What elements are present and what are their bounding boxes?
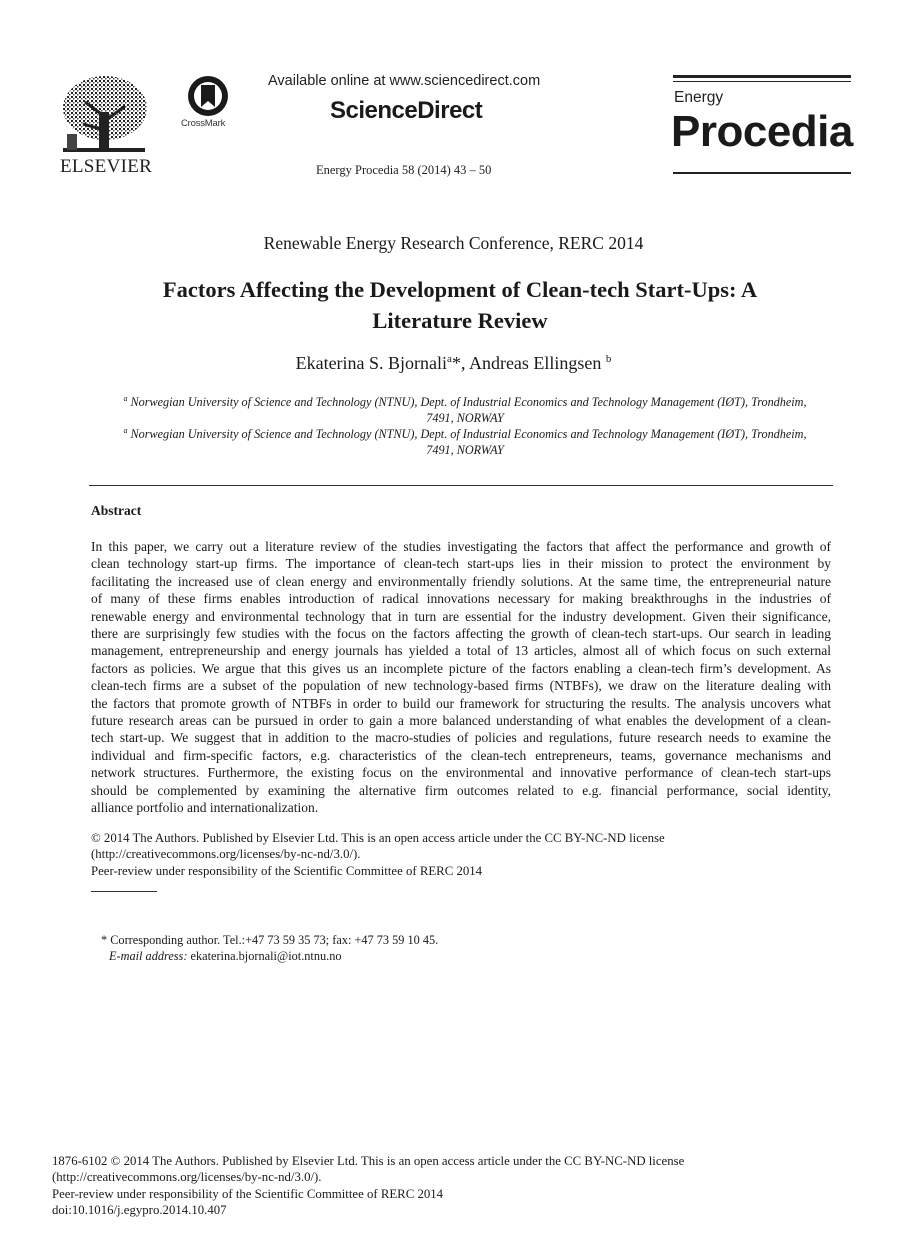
page-footer (52, 1153, 684, 1218)
abstract-line: should be complemented by examining the alternative firm outcomes related to e.g. financial performance, social identity, (91, 782, 831, 798)
abstract-line: facilitating the increased use of clean energy and environmentally friendly solutions. At the same time, the entrepreneurial nature (91, 573, 831, 589)
affiliation-mark: a (123, 394, 128, 403)
abstract-line: individual and firm-specific factors, e.g. characteristics of the clean-tech entrepreneurs, teams, governance mechanisms and (91, 747, 831, 763)
abstract-body (91, 538, 831, 817)
journal-logo-procedia: Procedia (671, 107, 853, 156)
abstract-line: there are surprisingly few studies with the focus on the factors affecting the growth of clean-tech start-ups. Our search in leading (91, 626, 831, 642)
paper-title (100, 274, 820, 336)
conference-name: Renewable Energy Research Conference, RERC 2014 (263, 233, 644, 253)
author-affil-mark: a (447, 353, 452, 365)
footnote-divider (91, 891, 157, 892)
footer-license-link[interactable]: (http://creativecommons.org/licenses/by-nc-nd/3.0/). (52, 1170, 322, 1185)
abstract-line: the factors that promote growth of NTBFs in order to build our framework for structuring the results. The analysis uncovers what (91, 695, 831, 711)
corresponding-contact: * Corresponding author. Tel.:+47 73 59 35 73; fax: +47 73 59 10 45. (101, 933, 439, 947)
affiliation (95, 423, 835, 458)
abstract-line: factors as policies. We argue that this gives us an incomplete picture of the factors enabling a clean-tech firm’s development. As (91, 660, 831, 676)
title-line: Factors Affecting the Development of Clean-tech Start-Ups: A (162, 277, 758, 302)
crossmark-label: CrossMark (181, 118, 226, 129)
journal-logo-rule-top-thin (673, 81, 851, 82)
crossmark-logo[interactable] (185, 75, 231, 117)
author-affil-mark: b (605, 353, 612, 365)
affiliation (95, 391, 835, 426)
journal-logo-rule-bottom (673, 172, 851, 174)
corresponding-author-note (101, 932, 438, 965)
journal-logo-rule-top (673, 75, 851, 78)
email-label: E-mail address: (109, 949, 188, 964)
author-name: Ekaterina S. Bjornali (295, 353, 448, 373)
abstract-line: clean technology start-up firms. The importance of clean-tech start-ups lies in their mission to protect the environment by (91, 556, 831, 572)
title-line: Literature Review (372, 308, 548, 333)
affiliation-mark: a (123, 426, 128, 435)
abstract-line: future research areas can be pursued in order to gain a more balanced understanding of what enables the development of a clean- (91, 713, 831, 729)
email-address[interactable]: ekaterina.bjornali@iot.ntnu.no (187, 949, 342, 964)
crossmark-icon (185, 75, 231, 117)
available-online-text: Available online at www.sciencedirect.com (268, 73, 541, 89)
journal-citation: Energy Procedia 58 (2014) 43 – 50 (316, 163, 492, 177)
abstract-line: renewable energy and environmental technology that in turn are essential for the industry development. Given their significance, (91, 608, 831, 624)
abstract-line: network structures. Furthermore, the existing focus on the environmental and innovative performance of clean-tech start-ups (91, 765, 831, 781)
affiliation-line: Norwegian University of Science and Technology (NTNU), Dept. of Industrial Economics and Technology Management (IØT), Trondheim, (127, 395, 807, 410)
copyright-notice (91, 830, 665, 879)
elsevier-tree-icon (55, 72, 153, 156)
abstract-line: alliance portfolio and internationalization. (91, 800, 319, 816)
abstract-line: In this paper, we carry out a literature review of the studies investigating the factors that affect the performance and growth of (91, 539, 831, 554)
abstract-line: clean-tech firms are a subset of the population of new technology-based firms (NTBFs), we draw on the literature dealing with (91, 678, 831, 694)
copyright-line: © 2014 The Authors. Published by Elsevier Ltd. This is an open access article under the CC BY-NC-ND license (91, 831, 665, 845)
abstract-heading: Abstract (91, 503, 142, 518)
abstract-line: tech start-up. We suggest that in addition to the macro-studies of policies and regulations, future research needs to examine the (91, 730, 831, 746)
license-link[interactable]: (http://creativecommons.org/licenses/by-nc-nd/3.0/). (91, 847, 361, 862)
affiliation-line: 7491, NORWAY (426, 443, 504, 458)
affiliation-line: 7491, NORWAY (426, 411, 504, 426)
author-name: Andreas Ellingsen (468, 353, 606, 373)
footer-doi[interactable]: doi:10.1016/j.egypro.2014.10.407 (52, 1202, 227, 1217)
section-divider (89, 485, 833, 486)
elsevier-logo (55, 72, 153, 156)
author-list (0, 353, 907, 374)
sciencedirect-wordmark: ScienceDirect (330, 97, 483, 124)
corresponding-mark: *, (451, 353, 469, 373)
journal-logo-energy: Energy (674, 89, 724, 106)
elsevier-wordmark: ELSEVIER (60, 156, 153, 177)
abstract-line: management, entrepreneurship and energy journals has yielded a total of 13 articles, almost all of which focus on such external (91, 643, 831, 659)
footer-issn-line: 1876-6102 © 2014 The Authors. Published by Elsevier Ltd. This is an open access article under the CC BY-NC-ND license (52, 1154, 685, 1168)
peer-review-line: Peer-review under responsibility of the Scientific Committee of RERC 2014 (91, 863, 483, 878)
affiliation-line: Norwegian University of Science and Technology (NTNU), Dept. of Industrial Economics and Technology Management (IØT), Trondheim, (127, 427, 807, 442)
abstract-line: of many of these firms enables introduction of radical innovations necessary for making breakthroughs in the industries of (91, 591, 831, 607)
footer-peer-review: Peer-review under responsibility of the Scientific Committee of RERC 2014 (52, 1186, 444, 1201)
